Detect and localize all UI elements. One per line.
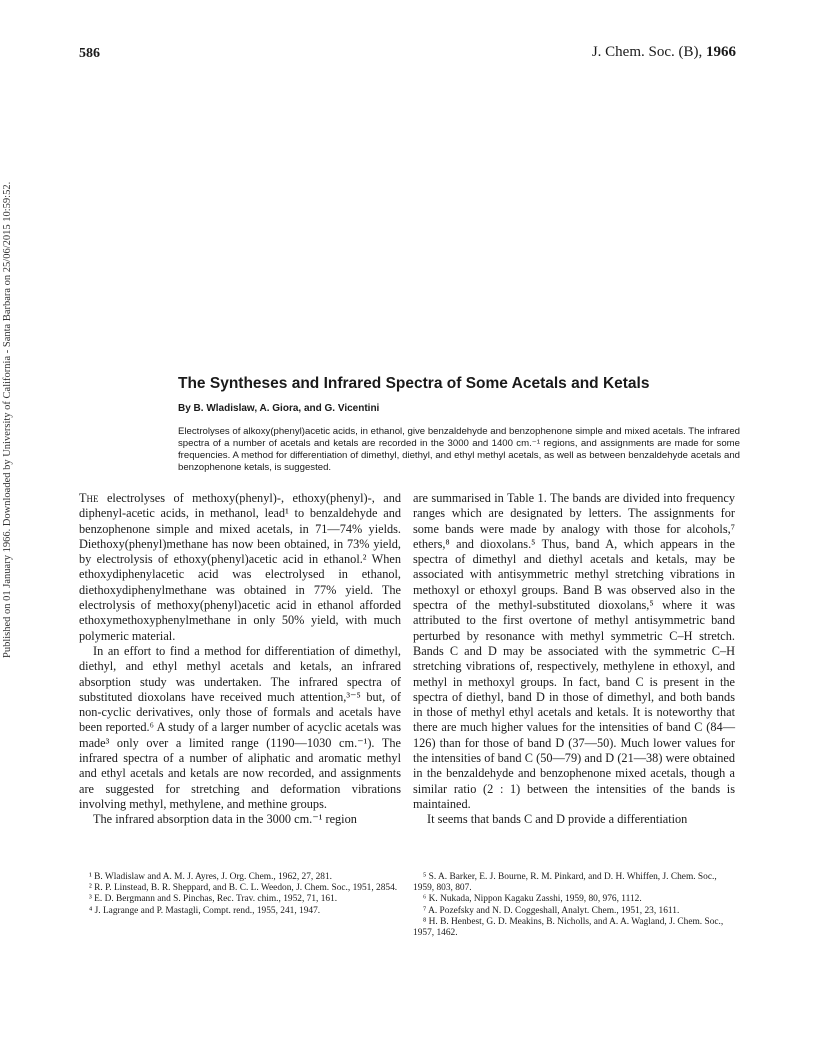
page-number: 586 bbox=[79, 46, 100, 61]
journal-year: 1966 bbox=[706, 44, 736, 60]
article-abstract: Electrolyses of alkoxy(phenyl)acetic acids, in ethanol, give benzaldehyde and benzophenone simple and mixed acetals. The infrared spectra of a number of acetals and ketals are recorded in the 3000 and 1400 cm.⁻¹ regions, and assignments are made for some frequencies. A method for differentiation of dimethyl, diethyl, and ethyl methyl acetals, as well as between benzaldehyde acetals and benzophenone ketals, is suggested. bbox=[178, 426, 740, 473]
footnote: ⁷ A. Pozefsky and N. D. Coggeshall, Analyt. Chem., 1951, 23, 1611. bbox=[423, 905, 680, 916]
footnote: ⁸ H. B. Henbest, G. D. Meakins, B. Nicholls, and A. A. Wagland, J. Chem. Soc., 1957, 1462. bbox=[413, 916, 724, 939]
lead-word: The bbox=[79, 491, 99, 505]
footnotes-left bbox=[79, 872, 401, 917]
body-paragraph: In an effort to find a method for differentiation of dimethyl, diethyl, and ethyl methyl acetals and ketals, an infrared absorption study was undertaken. The infrared spectra of substituted dioxolans have received much attention,³⁻⁵ but, of non-cyclic derivatives, only those of formals and acetals have been reported.⁶ A study of a larger number of acyclic acetals was made³ only over a limited range (1190—1030 cm.⁻¹). The infrared spectra of a number of aliphatic and aromatic methyl and ethyl acetals and ketals are now recorded, and assignments are suggested for stretching and deformation vibrations involving methyl, methylene, and methine groups. bbox=[79, 643, 401, 811]
footnotes-right bbox=[413, 872, 735, 939]
footnote: ⁴ J. Lagrange and P. Mastagli, Compt. rend., 1955, 241, 1947. bbox=[89, 905, 321, 916]
download-side-note bbox=[2, 158, 16, 658]
footnote: ² R. P. Linstead, B. R. Sheppard, and B. C. L. Weedon, J. Chem. Soc., 1951, 2854. bbox=[89, 883, 398, 894]
journal-name: J. Chem. Soc. (B), bbox=[591, 44, 706, 60]
paragraph-text: electrolyses of methoxy(phenyl)-, ethoxy(phenyl)-, and diphenyl-acetic acids, in methanol, lead¹ to benzaldehyde and benzophenone simple and mixed acetals, in 71—74% yields. Diethoxy(phenyl)methane has now been obtained, in 73% yield, by electrolysis of ethoxy(phenyl)acetic acid in ethanol.² When ethoxydiphenylacetic acid was electrolysed in ethanol, diethoxydiphenylmethane was obtained in 77% yield. The electrolysis of methoxy(phenyl)acetic acid in ethanol afforded ethoxymethoxyphenylmethane in only 50% yield, with much polymeric material. bbox=[79, 491, 401, 643]
body-column-left bbox=[79, 491, 401, 828]
footnote: ⁵ S. A. Barker, E. J. Bourne, R. M. Pinkard, and D. H. Whiffen, J. Chem. Soc., 1959, 803, 807. bbox=[413, 872, 717, 894]
body-paragraph: It seems that bands C and D provide a differentiation bbox=[427, 812, 688, 827]
body-column-right bbox=[413, 491, 735, 828]
article-title: The Syntheses and Infrared Spectra of Some Acetals and Ketals bbox=[178, 375, 650, 392]
footnote: ⁶ K. Nukada, Nippon Kagaku Zasshi, 1959, 80, 976, 1112. bbox=[423, 894, 642, 905]
footnote: ¹ B. Wladislaw and A. M. J. Ayres, J. Org. Chem., 1962, 27, 281. bbox=[89, 872, 333, 882]
body-paragraph: are summarised in Table 1. The bands are divided into frequency ranges which are designated by letters. The assignments for some bands were made by analogy with those for alcohols,⁷ ethers,⁸ and dioxolans.⁵ Thus, band A, which appears in the spectra of dimethyl and diethyl acetals and ketals, may be associated with antisymmetric methyl stretching vibrations in methoxyl or ethoxyl groups. Band B was observed also in the spectra of the methyl-substituted dioxolans,⁵ where it was attributed to the first overtone of methyl antisymmetric band perturbed by resonance with methyl symmetric C–H stretch. Bands C and D may be associated with the symmetric C–H stretching vibrations of, respectively, methylene in ethoxyl, and methyl in methoxyl groups. In fact, band C is present in the spectra of diethyl, band D in those of dimethyl, and both bands in those of methyl ethyl acetals and ketals. It is noteworthy that there are much higher values for the intensities of band C (84—126) than for those of band D (37—50). Much lower values for the intensities of band C (50—79) and D (21—38) were obtained in the benzaldehyde and benzophenone mixed acetals, though a similar ratio (2 : 1) between the intensities of the bands is maintained. bbox=[413, 491, 735, 811]
download-side-note-text: Published on 01 January 1966. Downloaded by University of California - Santa Barbara on 25/06/2015 10:59:52. bbox=[2, 181, 13, 658]
journal-header bbox=[592, 44, 736, 61]
body-paragraph: The infrared absorption data in the 3000 cm.⁻¹ region bbox=[93, 812, 357, 827]
article-authors: By B. Wladislaw, A. Giora, and G. Vicentini bbox=[178, 403, 380, 414]
footnote: ³ E. D. Bergmann and S. Pinchas, Rec. Trav. chim., 1952, 71, 161. bbox=[89, 894, 338, 905]
body-paragraph bbox=[79, 491, 401, 644]
